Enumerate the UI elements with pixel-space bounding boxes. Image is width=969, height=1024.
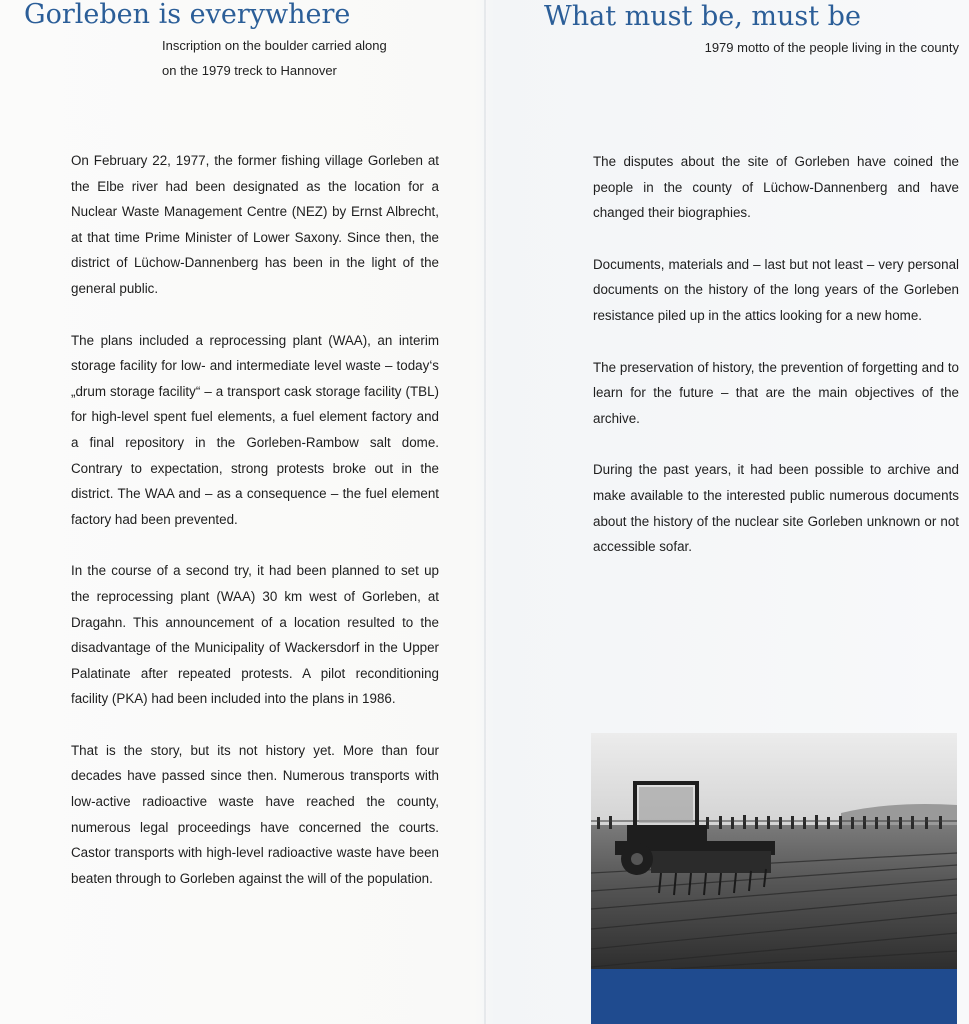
left-body-text	[71, 148, 439, 917]
page-fold	[484, 0, 486, 1024]
left-paragraph-1: On February 22, 1977, the former fishing village Gorleben at the Elbe river had been designated as the location for a Nuclear Waste Management Centre (NEZ) by Ernst Albrecht, at that time Prime Minister of Lower Saxony. Since then, the district of Lüchow-Dannenberg has been in the light of the general public.	[71, 153, 439, 296]
left-title: Gorleben is everywhere	[24, 0, 351, 30]
blue-footer-band	[591, 969, 957, 1024]
photo-illustration	[591, 733, 957, 969]
right-body-text	[593, 149, 959, 586]
left-subtitle-line-1: Inscription on the boulder carried along	[162, 38, 387, 53]
left-paragraph-4: That is the story, but its not history yet. More than four decades have passed since then. Numerous transports with low-active radioactive waste have reached the county, numerous legal proceedings have concerned the courts. Castor transports with high-level radioactive waste have been beaten through to Gorleben against the will of the population.	[71, 742, 439, 886]
left-paragraph-3: In the course of a second try, it had been planned to set up the reprocessing plant (WAA) 30 km west of Gorleben, at Dragahn. This announcement of a location resulted to the disadvantage of the Municipality of Wackersdorf in the Upper Palatinate after repeated protests. A pilot reconditioning facility (PKA) had been included into the plans in 1986.	[71, 563, 439, 707]
left-subtitle	[162, 33, 452, 83]
left-paragraph-2: The plans included a reprocessing plant (WAA), an interim storage facility for low- and intermediate level waste – today‘s „drum storage facility“ – a transport cask storage facility (TBL) for high-level spent fuel elements, a fuel element factory and a final repository in the Gorleben-Rambow salt dome. Contrary to expectation, strong protests broke out in the district. The WAA and – as a consequence – the fuel element factory had been prevented.	[71, 332, 439, 527]
right-title: What must be, must be	[544, 1, 861, 32]
right-paragraph-1: The disputes about the site of Gorleben have coined the people in the county of Lüchow-Dannenberg and have changed their biographies.	[593, 154, 959, 221]
right-subtitle: 1979 motto of the people living in the county	[704, 40, 959, 55]
left-subtitle-line-2: on the 1979 treck to Hannover	[162, 63, 337, 78]
tractor-field-photo	[591, 733, 957, 969]
right-paragraph-3: The preservation of history, the prevention of forgetting and to learn for the future – that are the main objectives of the archive.	[593, 359, 959, 426]
right-paragraph-2: Documents, materials and – last but not least – very personal documents on the history of the long years of the Gorleben resistance piled up in the attics looking for a new home.	[593, 256, 959, 323]
right-paragraph-4: During the past years, it had been possible to archive and make available to the interested public numerous documents about the history of the nuclear site Gorleben unknown or not accessible sofar.	[593, 462, 959, 555]
